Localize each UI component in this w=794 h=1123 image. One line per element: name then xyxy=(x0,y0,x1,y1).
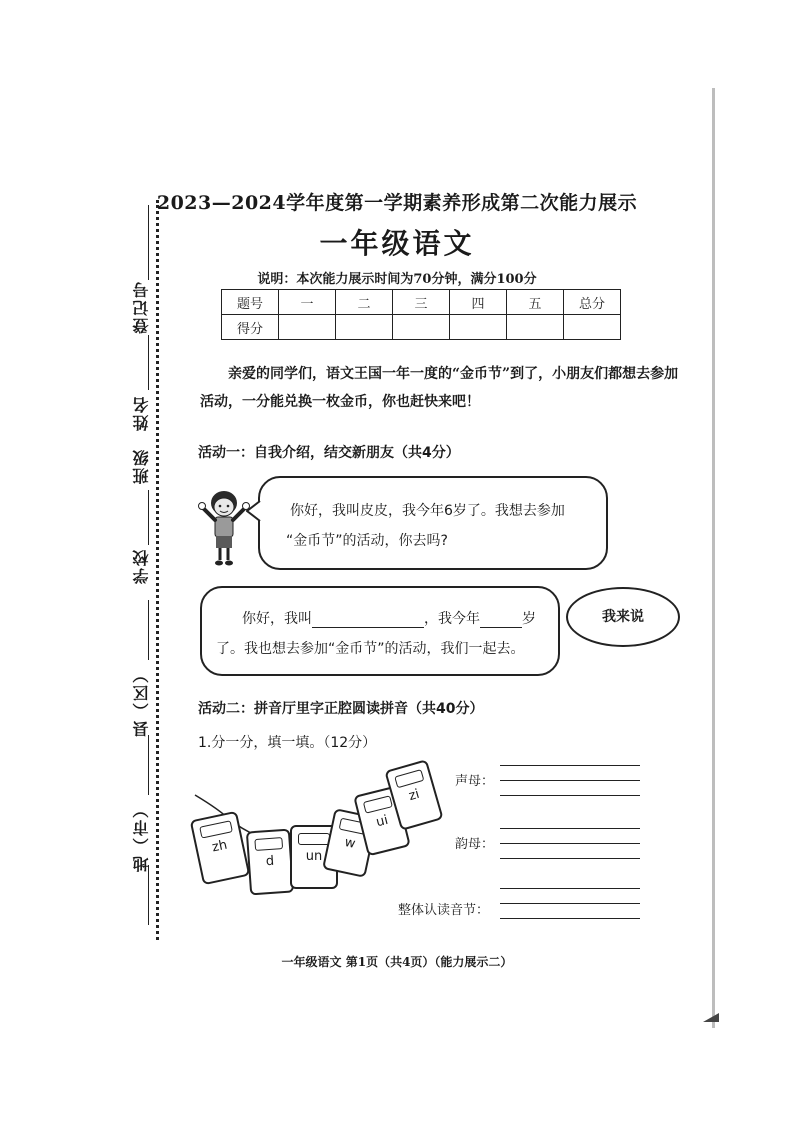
class-line xyxy=(148,490,149,545)
answer-line[interactable] xyxy=(500,765,640,766)
col-total: 总分 xyxy=(564,290,621,315)
answer-line[interactable] xyxy=(500,888,640,889)
name-line xyxy=(148,335,149,390)
answer-line[interactable] xyxy=(500,858,640,859)
bubble2-text-a: 你好，我叫 xyxy=(242,611,312,627)
exam-title: 2023—2024学年度第一学期素养形成第二次能力展示 xyxy=(156,192,638,214)
name-label: 姓名 xyxy=(132,395,151,431)
whole-syllables-label: 整体认读音节： xyxy=(398,903,490,918)
age-blank[interactable] xyxy=(480,611,522,628)
score-table xyxy=(221,289,621,340)
question-number-row xyxy=(222,290,621,315)
speech-bubble-pipi xyxy=(258,476,608,570)
city-label: 地（市） xyxy=(132,800,151,872)
bubble2-text-b: ，我今年 xyxy=(424,611,480,627)
answer-line[interactable] xyxy=(500,843,640,844)
score-cell[interactable] xyxy=(507,315,564,340)
registration-label: 登记号 xyxy=(132,280,151,334)
bubble1-line2: “金币节”的活动，你去吗? xyxy=(286,533,448,549)
score-cell[interactable] xyxy=(336,315,393,340)
city-line xyxy=(148,865,149,925)
score-row xyxy=(222,315,621,340)
speech-bubble-answer xyxy=(200,586,560,676)
card-text: ui xyxy=(374,812,390,831)
answer-line[interactable] xyxy=(500,795,640,796)
binding-dotted-line xyxy=(156,200,159,940)
school-label: 学校 xyxy=(132,548,151,584)
card-text: un xyxy=(305,849,323,864)
initials-label: 声母： xyxy=(455,774,495,789)
corner-mark-icon xyxy=(702,1012,720,1024)
score-cell[interactable] xyxy=(564,315,621,340)
answer-line[interactable] xyxy=(500,780,640,781)
subject-title: 一年级语文 xyxy=(319,227,475,260)
col-4: 四 xyxy=(450,290,507,315)
answer-line[interactable] xyxy=(500,903,640,904)
col-3: 三 xyxy=(393,290,450,315)
class-label: 班级 xyxy=(132,448,151,484)
county-line xyxy=(148,735,149,795)
bubble1-tail xyxy=(246,500,262,522)
name-blank[interactable] xyxy=(312,611,424,628)
page-footer: 一年级语文 第1页（共4页）（能力展示二） xyxy=(281,955,513,969)
speak-circle: 我来说 xyxy=(566,587,680,647)
school-line xyxy=(148,600,149,660)
activity1-title: 活动一：自我介绍，结交新朋友（共4分） xyxy=(198,445,460,461)
col-2: 二 xyxy=(336,290,393,315)
answer-line[interactable] xyxy=(500,918,640,919)
boy-cartoon-icon xyxy=(196,486,252,568)
bubble1-line1: 你好，我叫皮皮，我今年6岁了。我想去参加 xyxy=(290,503,565,519)
question-1: 1.分一分，填一填。（12分） xyxy=(198,735,377,751)
card-text: zh xyxy=(210,837,229,856)
score-cell[interactable] xyxy=(450,315,507,340)
card-text: w xyxy=(343,835,357,852)
activity2-title: 活动二：拼音厅里字正腔圆读拼音（共40分） xyxy=(198,701,484,717)
bubble2-text-c: 岁 xyxy=(522,611,536,627)
col-1: 一 xyxy=(279,290,336,315)
finals-label: 韵母： xyxy=(455,837,495,852)
answer-line[interactable] xyxy=(500,828,640,829)
score-cell[interactable] xyxy=(393,315,450,340)
bubble2-line2: 了。我也想去参加“金币节”的活动，我们一起去。 xyxy=(216,641,525,657)
card-text: d xyxy=(265,853,275,870)
instructions: 说明：本次能力展示时间为70分钟，满分100分 xyxy=(257,272,537,287)
bubble2-line1 xyxy=(242,608,536,628)
intro-paragraph: 亲爱的同学们，语文王国一年一度的“金币节”到了，小朋友们都想去参加活动，一分能兑换一枚金币，你也赶快来吧！ xyxy=(200,366,679,410)
pinyin-card xyxy=(246,829,294,896)
card-text: zi xyxy=(407,786,422,805)
row-label-score: 得分 xyxy=(222,315,279,340)
col-5: 五 xyxy=(507,290,564,315)
row-label-question: 题号 xyxy=(222,290,279,315)
county-label: 县（区） xyxy=(132,665,151,737)
score-cell[interactable] xyxy=(279,315,336,340)
